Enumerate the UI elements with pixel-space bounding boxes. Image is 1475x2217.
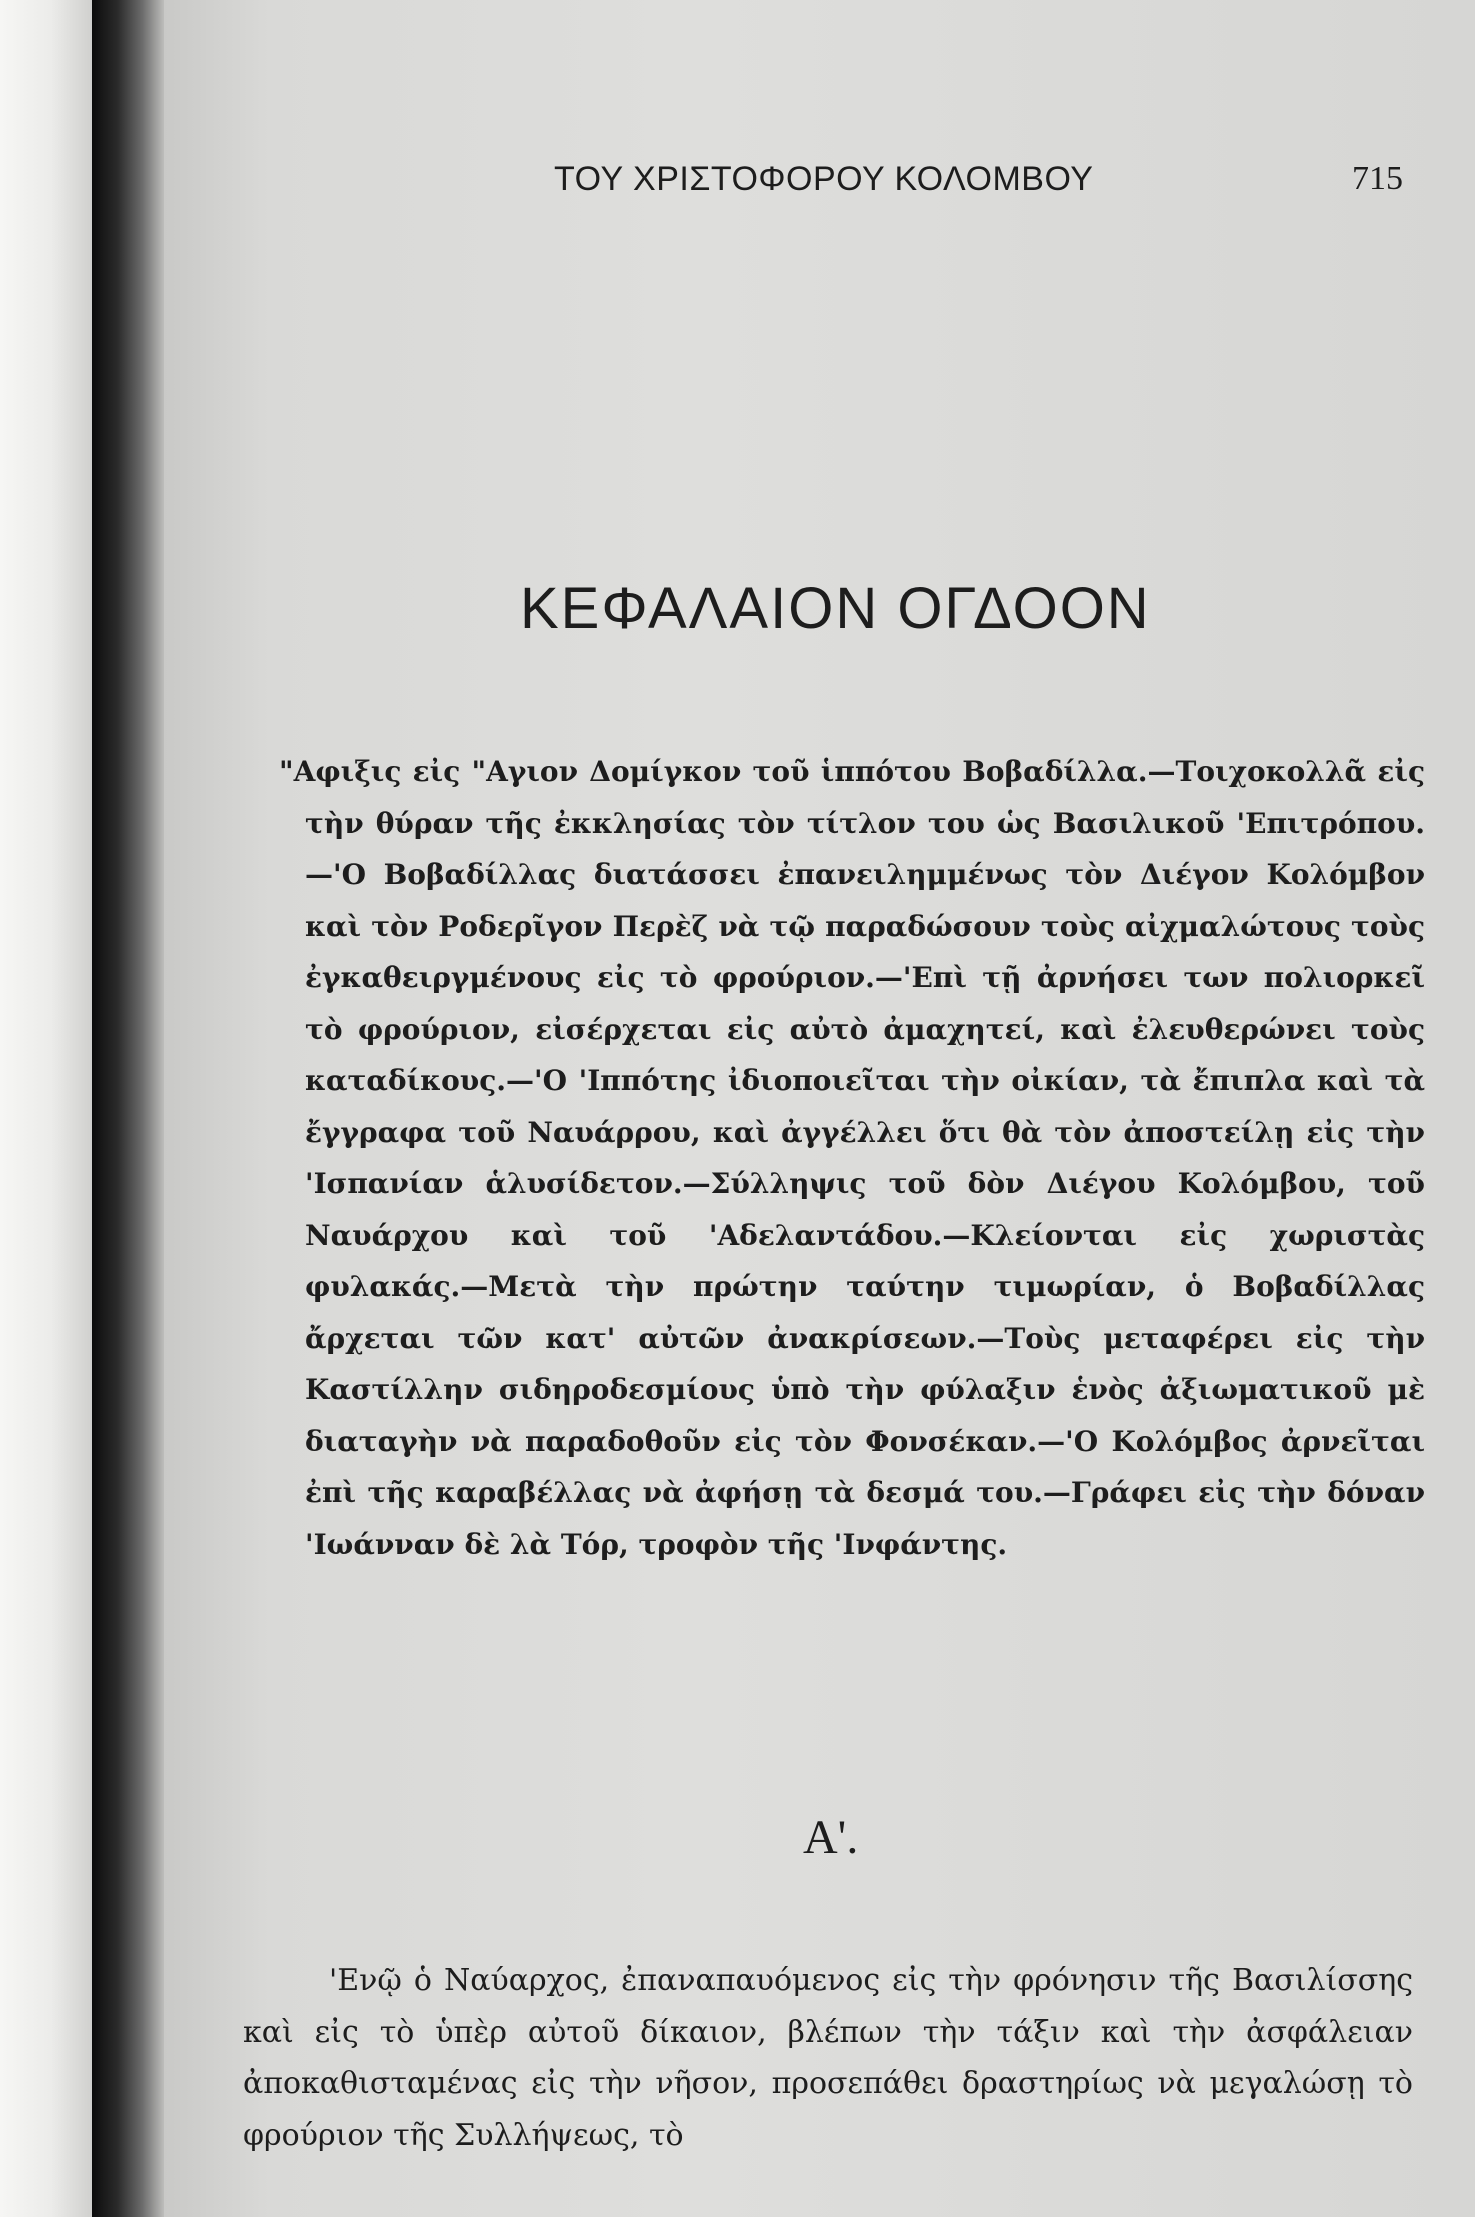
book-binding-shadow (92, 0, 164, 2217)
left-page-margin (0, 0, 92, 2217)
running-title: ΤΟΥ ΧΡΙΣΤΟΦΟΡΟΥ ΚΟΛΟΜΒΟΥ (554, 160, 1094, 198)
body-paragraph: 'Ενῷ ὁ Ναύαρχος, ἐπαναπαυόμενος εἰς τὴν φρόνησιν τῆς Βασιλίσσης καὶ εἰς τὸ ὑπὲρ αὐτοῦ δίκαιον, βλέπων τὴν τάξιν καὶ τὴν ἀσφάλειαν ἀποκαθισταμένας εἰς τὴν νῆσον, προσεπάθει δραστηρίως νὰ μεγαλώσῃ τὸ φρούριον τῆς Συλλήψεως, τὸ (243, 1963, 1413, 2153)
chapter-summary (279, 746, 1425, 1570)
page-number: 715 (1352, 160, 1403, 197)
chapter-title: ΚΕΦΑΛΑΙΟΝ ΟΓΔΟΟΝ (520, 576, 1151, 641)
chapter-summary-text: "Αφιξις εἰς "Αγιον Δομίγκον τοῦ ἱππότου Βοβαδίλλα.—Τοιχοκολλᾶ εἰς τὴν θύραν τῆς ἐκκλησίας τὸν τίτλον του ὡς Βασιλικοῦ 'Επιτρόπου.—'Ο Βοβαδίλλας διατάσσει ἐπανειλημμένως τὸν Διέγον Κολόμβον καὶ τὸν Ροδερῖγον Περὲζ νὰ τῷ παραδώσουν τοὺς αἰχμαλώτους τοὺς ἐγκαθειργμένους εἰς τὸ φρούριον.—'Επὶ τῇ ἀρνήσει των πολιορκεῖ τὸ φρούριον, εἰσέρχεται εἰς αὐτὸ ἀμαχητεί, καὶ ἐλευθερώνει τοὺς καταδίκους.—'Ο 'Ιππότης ἰδιοποιεῖται τὴν οἰκίαν, τὰ ἔπιπλα καὶ τὰ ἔγγραφα τοῦ Ναυάρρου, καὶ ἀγγέλλει ὅτι θὰ τὸν ἀποστείλῃ εἰς τὴν 'Ισπανίαν ἁλυσίδετον.—Σύλληψις τοῦ δὸν Διέγου Κολόμβου, τοῦ Ναυάρχου καὶ τοῦ 'Αδελαντάδου.—Κλείονται εἰς χωριστὰς φυλακάς.—Μετὰ τὴν πρώτην ταύτην τιμωρίαν, ὁ Βοβαδίλλας ἄρχεται τῶν κατ' αὐτῶν ἀνακρίσεων.—Τοὺς μεταφέρει εἰς τὴν Καστίλλην σιδηροδεσμίους ὑπὸ τὴν φύλαξιν ἑνὸς ἀξιωματικοῦ μὲ διαταγὴν νὰ παραδοθοῦν εἰς τὸν Φονσέκαν.—'Ο Κολόμβος ἀρνεῖται ἐπὶ τῆς καραβέλλας νὰ ἀφήσῃ τὰ δεσμά του.—Γράφει εἰς τὴν δόναν 'Ιωάνναν δὲ λὰ Τόρ, τροφὸν τῆς 'Ινφάντης. (279, 755, 1425, 1561)
section-mark: Α'. (803, 1811, 859, 1864)
